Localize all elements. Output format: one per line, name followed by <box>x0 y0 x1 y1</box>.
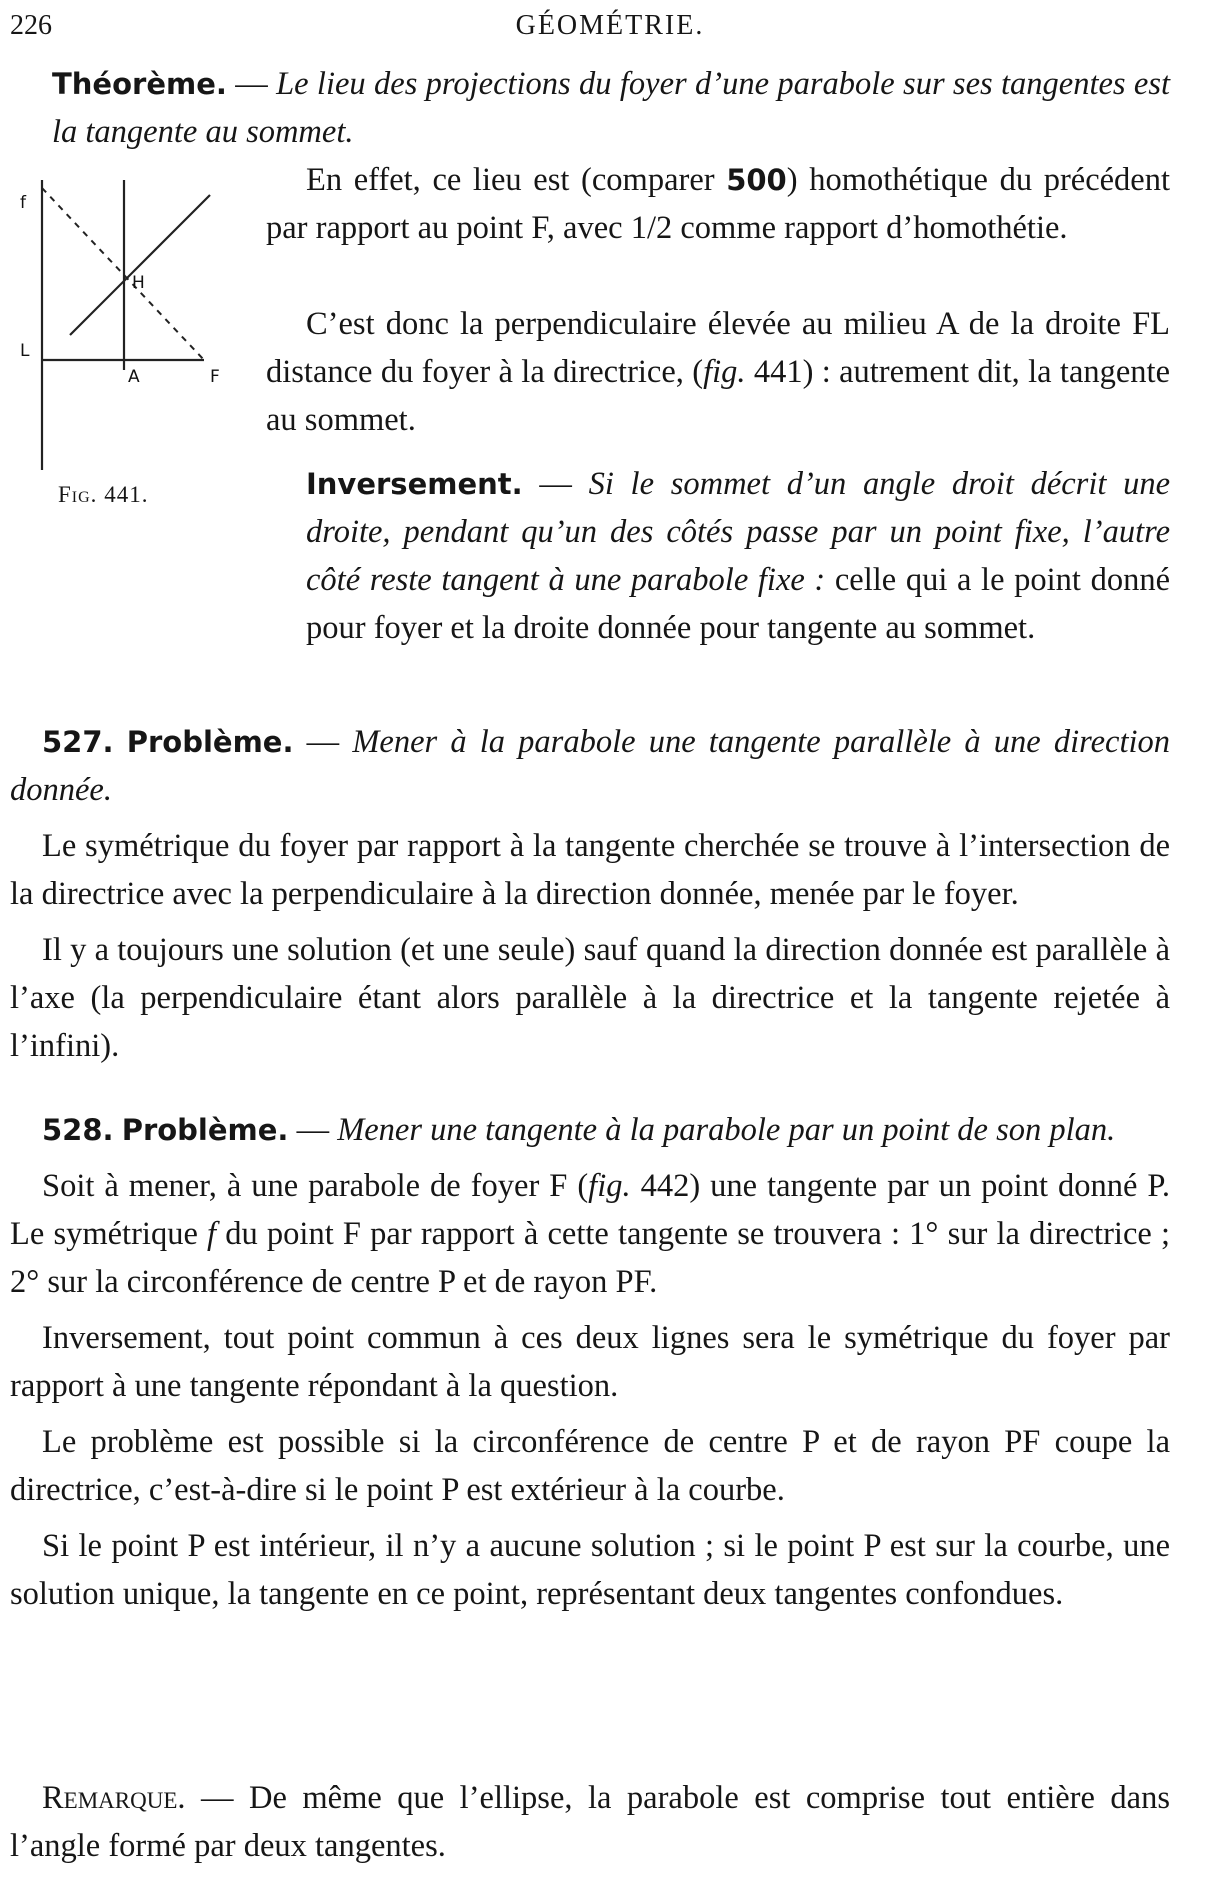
problem-527-paragraph-1: Le symétrique du foyer par rapport à la tangente cherchée se trouve à l’intersection de la directrice avec la perpendiculaire à la direction donnée, menée par le foyer. <box>10 828 1170 912</box>
label-f-upper: F <box>210 367 220 387</box>
figure-caption: Fig. 441. <box>58 482 149 507</box>
theorem-block: Théorème. — Le lieu des projections du foyer d’une parabole sur ses tangentes est la tangente au sommet. <box>52 66 1170 150</box>
problem-528-statement: Mener une tangente à la parabole par un point de son plan. <box>337 1112 1116 1148</box>
proof-paragraph-2: C’est donc la perpendiculaire élevée au milieu A de la droite FL distance du foyer à la directrice, (fig. 441) : autrement dit, la tangente au sommet. <box>266 306 1170 438</box>
running-title: GÉOMÉTRIE. <box>515 10 705 41</box>
problem-527-heading: Problème. <box>126 725 294 759</box>
label-h: H <box>132 273 145 293</box>
problem-527-statement: Mener à la parabole une tangente parallèle à une direction donnée. <box>10 724 1171 808</box>
problem-528-paragraph-2: Inversement, tout point commun à ces deux lignes sera le symétrique du foyer par rapport à une tangente répondant à la question. <box>10 1320 1170 1404</box>
label-a: A <box>128 367 140 387</box>
problem-528-number: 528. <box>42 1113 114 1147</box>
converse-heading: Inversement. <box>306 467 523 501</box>
theorem-statement: Le lieu des projections du foyer d’une parabole sur ses tangentes est la tangente au sommet. <box>52 66 1170 150</box>
problem-527-paragraph-2: Il y a toujours une solution (et une seule) sauf quand la direction donnée est parallèle à l’axe (la perpendiculaire étant alors parallèle à la directrice et la tangente rejetée à l’infini). <box>10 932 1170 1064</box>
label-f-lower: f <box>20 193 26 213</box>
problem-528-paragraph-1: Soit à mener, à une parabole de foyer F (fig. 442) une tangente par un point donné P. Le symétrique f du point F par rapport à cette tangente se trouvera : 1° sur la directrice ; 2° sur la circonférence de centre P et de rayon PF. <box>10 1168 1171 1300</box>
problem-527-number: 527. <box>42 725 114 759</box>
problem-527: 527. Problème. — Mener à la parabole une tangente parallèle à une direction donnée. Le symétrique du foyer par rapport à la tangente cherchée se trouve à l’intersection de la directrice avec la perpendiculaire à la direction donnée, menée par le foyer. Il y a toujours une solution (et une seule) sauf quand la direction donnée est parallèle à l’axe (la perpendiculaire étant alors parallèle à la directrice et la tangente rejetée à l’infini). <box>10 718 1170 1070</box>
problem-528-paragraph-4: Si le point P est intérieur, il n’y a aucune solution ; si le point P est sur la courbe, une solution unique, la tangente en ce point, représentant deux tangentes confondues. <box>10 1528 1170 1612</box>
label-l: L <box>20 341 30 361</box>
page-number: 226 <box>10 10 52 41</box>
remark-heading: Remarque. <box>42 1780 186 1816</box>
problem-528: 528. Problème. — Mener une tangente à la parabole par un point de son plan. Soit à mener, à une parabole de foyer F (fig. 442) une tangente par un point donné P. Le symétrique f du point F par rapport à cette tangente se trouvera : 1° sur la directrice ; 2° sur la circonférence de centre P et de rayon PF. Inversement, tout point commun à ces deux lignes sera le symétrique du foyer par rapport à une tangente répondant à la question. Le problème est possible si la circonférence de centre P et de rayon PF coupe la directrice, c’est-à-dire si le point P est extérieur à la courbe. Si le point P est intérieur, il n’y a aucune solution ; si le point P est sur la courbe, une solution unique, la tangente en ce point, représentant deux tangentes confondues. <box>10 1106 1170 1618</box>
remark-block: Remarque. — De même que l’ellipse, la parabole est comprise tout entière dans l’angle formé par deux tangentes. <box>10 1780 1170 1864</box>
tangent-line <box>70 195 210 335</box>
ref-500: 500 <box>726 163 787 197</box>
problem-528-heading: Problème. <box>121 1113 289 1147</box>
page-header <box>10 10 1210 50</box>
converse-statement: Si le sommet d’un angle droit décrit une droite, pendant qu’un des côtés passe par un point fixe, l’autre côté reste tangent à une parabole fixe : <box>306 466 1170 598</box>
problem-528-paragraph-3: Le problème est possible si la circonférence de centre P et de rayon PF coupe la directrice, c’est-à-dire si le point P est extérieur à la courbe. <box>10 1424 1170 1508</box>
converse-block: Inversement. — Si le sommet d’un angle droit décrit une droite, pendant qu’un des côtés passe par un point fixe, l’autre côté reste tangent à une parabole fixe : celle qui a le point donné pour foyer et la droite donnée pour tangente au sommet. <box>306 466 1170 646</box>
proof-paragraph-1: En effet, ce lieu est (comparer 500) homothétique du précédent par rapport au point F, avec 1/2 comme rapport d’homothétie. <box>266 162 1171 246</box>
figure-441 <box>18 180 258 490</box>
remark-text: De même que l’ellipse, la parabole est comprise tout entière dans l’angle formé par deux tangentes. <box>10 1780 1170 1864</box>
theorem-heading: Théorème. <box>52 67 227 101</box>
